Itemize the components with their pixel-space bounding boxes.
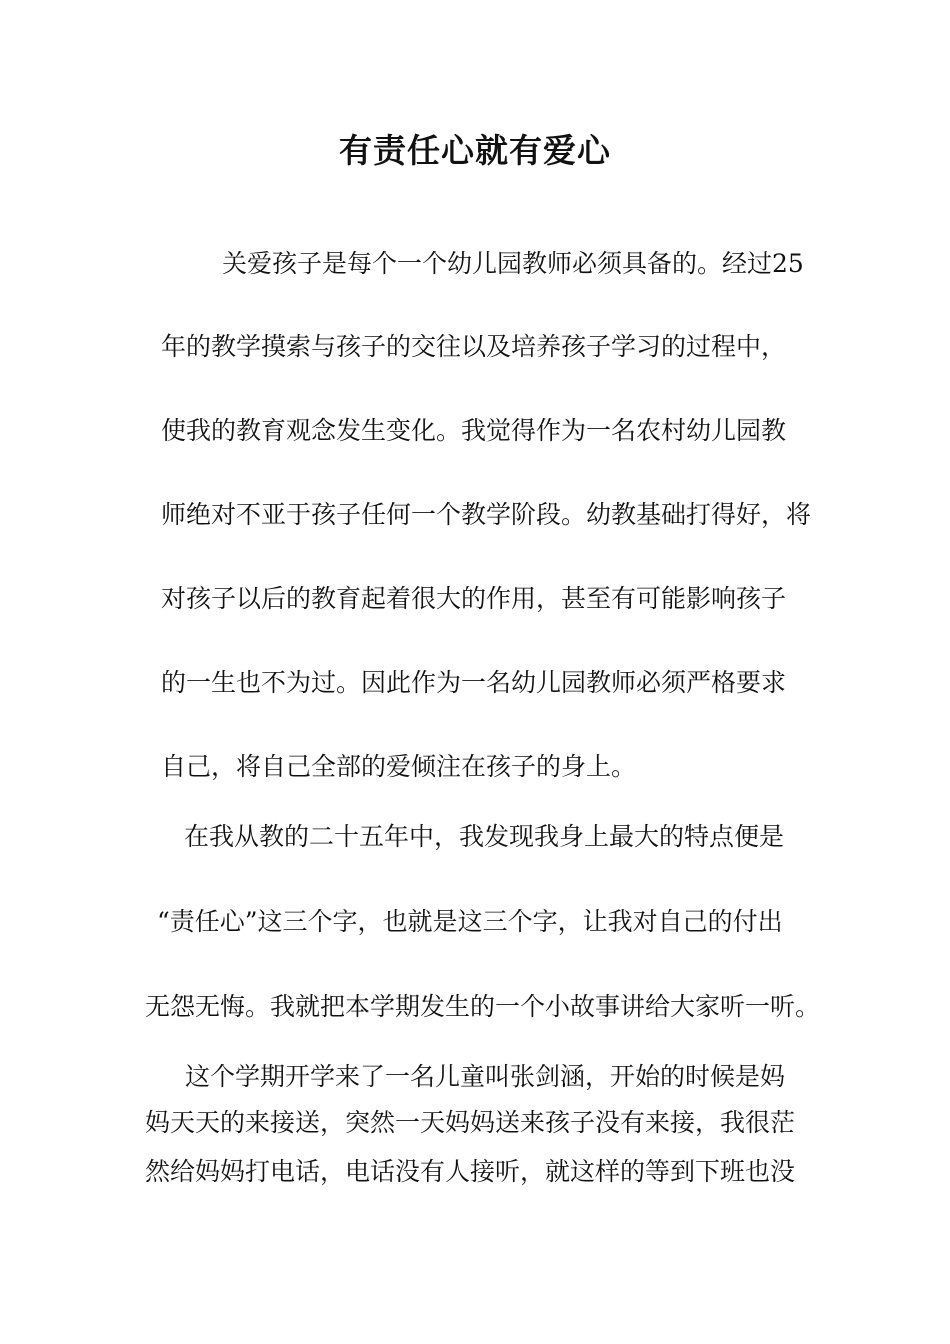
paragraph-line: 在我从教的二十五年中，我发现我身上最大的特点便是 xyxy=(184,822,785,851)
paragraph-line: 使我的教育观念发生变化。我觉得作为一名农村幼儿园教 xyxy=(161,416,787,445)
paragraph-line: 年的教学摸索与孩子的交往以及培养孩子学习的过程中， xyxy=(161,332,787,361)
paragraph-line: 无怨无悔。我就把本学期发生的一个小故事讲给大家听一听。 xyxy=(145,992,821,1021)
paragraph-line: 对孩子以后的教育起着很大的作用，甚至有可能影响孩子 xyxy=(161,584,787,613)
paragraph-line: “责任心”这三个字，也就是这三个字，让我对自己的付出 xyxy=(157,907,783,936)
paragraph-line: 这个学期开学来了一名儿童叫张剑涵，开始的时候是妈 xyxy=(185,1062,786,1091)
paragraph-line: 自己，将自己全部的爱倾注在孩子的身上。 xyxy=(161,752,637,781)
paragraph-line: 妈天天的来接送，突然一天妈妈送来孩子没有来接，我很茫 xyxy=(145,1108,796,1137)
paragraph-line: 然给妈妈打电话，电话没有人接听，就这样的等到下班也没 xyxy=(145,1157,796,1186)
paragraph-line: 关爱孩子是每个一个幼儿园教师必须具备的。经过25 xyxy=(222,249,804,278)
paragraph-line: 的一生也不为过。因此作为一名幼儿园教师必须严格要求 xyxy=(161,668,787,697)
paragraph-line: 师绝对不亚于孩子任何一个教学阶段。幼教基础打得好，将 xyxy=(161,500,812,529)
page-title: 有责任心就有爱心 xyxy=(339,131,611,170)
